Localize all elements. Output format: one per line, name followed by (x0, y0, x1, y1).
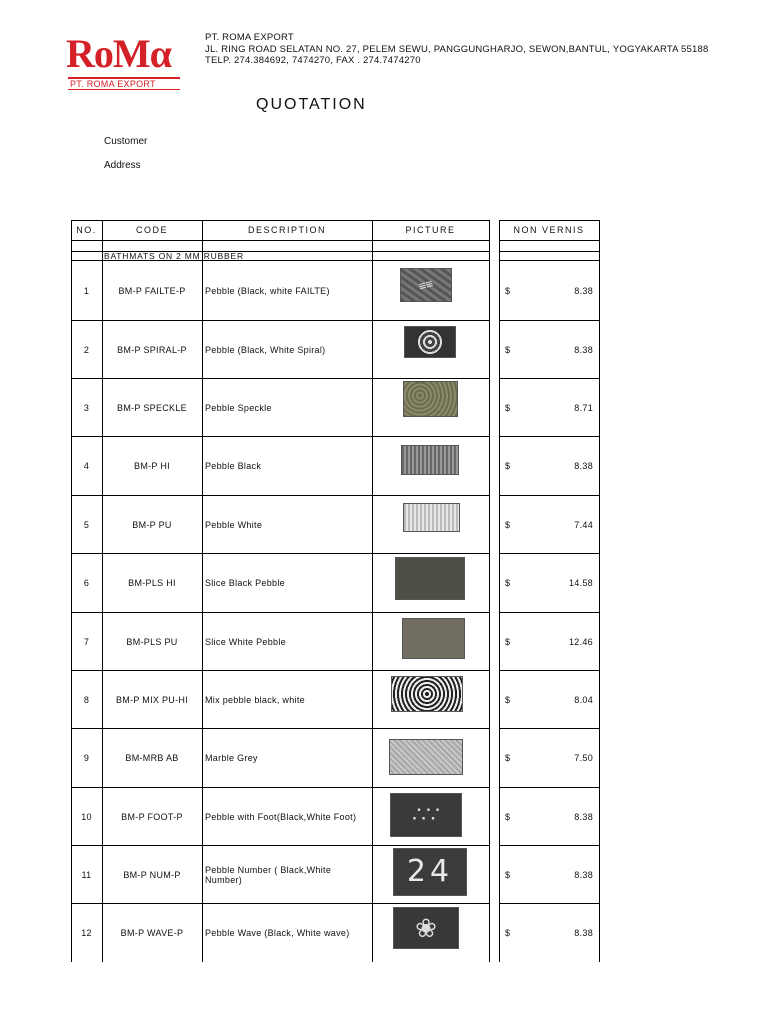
product-code: BM-MRB AB (125, 753, 179, 763)
product-description: Slice Black Pebble (205, 578, 285, 588)
product-code: BM-P MIX PU-HI (115, 695, 189, 705)
currency-symbol: $ (505, 520, 511, 530)
wave-icon: ❀ (415, 913, 437, 943)
product-price: 12.46 (568, 637, 593, 647)
product-picture (395, 557, 465, 600)
logo-subtitle: PT. ROMA EXPORT (70, 79, 156, 89)
table-hline (499, 260, 600, 261)
product-code: BM-P HI (134, 461, 170, 471)
row-number: 2 (83, 345, 90, 355)
product-description: Pebble White (205, 520, 263, 530)
currency-symbol: $ (505, 345, 511, 355)
row-number: 4 (83, 461, 90, 471)
currency-symbol: $ (505, 812, 511, 822)
row-number: 9 (83, 753, 90, 763)
column-header-no: NO. (76, 225, 97, 235)
logo-wordmark: RoMα (66, 31, 171, 76)
failte-pattern-icon: ≡≡ (417, 276, 435, 294)
company-logo (66, 32, 182, 90)
product-description: Pebble Speckle (205, 403, 272, 413)
row-number: 6 (83, 578, 90, 588)
product-picture (403, 503, 460, 532)
product-code: BM-P PU (132, 520, 172, 530)
address-label: Address (104, 160, 141, 171)
product-picture (393, 848, 467, 896)
product-description: Pebble Number ( Black,White Number) (205, 865, 332, 885)
product-code: BM-P NUM-P (123, 870, 181, 880)
product-code: BM-P FOOT-P (121, 812, 183, 822)
row-number: 3 (83, 403, 90, 413)
product-picture (393, 907, 459, 949)
company-address: JL. RING ROAD SELATAN NO. 27, PELEM SEWU, PANGGUNGHARJO, SEWON,BANTUL, YOGYAKARTA 55188 (205, 43, 709, 55)
product-price: 8.38 (574, 286, 593, 296)
product-code: BM-P WAVE-P (120, 928, 184, 938)
product-description: Marble Grey (205, 753, 258, 763)
product-description: Pebble (Black, white FAILTE) (205, 286, 330, 296)
column-header-non-vernis: NON VERNIS (513, 225, 585, 235)
document-title: QUOTATION (256, 96, 367, 113)
product-description: Pebble Wave (Black, White wave) (205, 928, 350, 938)
product-description: Slice White Pebble (205, 637, 286, 647)
product-price: 8.04 (574, 695, 593, 705)
product-picture (391, 676, 463, 712)
logo-rule-bottom (68, 89, 180, 90)
product-price: 8.38 (574, 870, 593, 880)
product-price: 8.38 (574, 461, 593, 471)
currency-symbol: $ (505, 461, 511, 471)
column-header-description: DESCRIPTION (247, 225, 326, 235)
currency-symbol: $ (505, 403, 511, 413)
table-vline (372, 220, 373, 962)
product-price: 14.58 (568, 578, 593, 588)
picture-number: 24 (406, 854, 454, 889)
currency-symbol: $ (505, 637, 511, 647)
product-price: 8.38 (574, 345, 593, 355)
product-price: 8.38 (574, 812, 593, 822)
product-price: 8.71 (574, 403, 593, 413)
section-title: BATHMATS ON 2 MM RUBBER (104, 251, 244, 261)
product-price: 8.38 (574, 928, 593, 938)
customer-label: Customer (104, 136, 148, 147)
currency-symbol: $ (505, 753, 511, 763)
product-picture (402, 618, 465, 659)
company-name: PT. ROMA EXPORT (205, 32, 294, 43)
currency-symbol: $ (505, 286, 511, 296)
product-picture (400, 268, 452, 302)
table-vline (499, 220, 500, 962)
product-code: BM-PLS PU (126, 637, 178, 647)
product-picture (401, 445, 459, 475)
product-picture (390, 793, 462, 837)
company-phone: TELP. 274.384692, 7474270, FAX . 274.7474270 (205, 55, 421, 66)
row-number: 11 (81, 870, 92, 880)
table-hline (71, 240, 490, 241)
row-number: 5 (83, 520, 90, 530)
table-vline (489, 220, 490, 962)
row-number: 1 (83, 286, 90, 296)
product-description: Mix pebble black, white (205, 695, 305, 705)
foot-icon: ∴∵ (412, 802, 440, 827)
product-code: BM-P SPECKLE (117, 403, 187, 413)
column-header-code: CODE (135, 225, 168, 235)
product-price: 7.50 (574, 753, 593, 763)
currency-symbol: $ (505, 928, 511, 938)
row-number: 7 (83, 637, 90, 647)
row-number: 12 (81, 928, 92, 938)
product-price: 7.44 (574, 520, 593, 530)
product-description: Pebble (Black, White Spiral) (205, 345, 326, 355)
table-hline (499, 251, 600, 252)
product-picture (404, 326, 456, 358)
table-vline (599, 220, 600, 962)
table-hline (499, 240, 600, 241)
product-picture (389, 739, 463, 775)
row-number: 10 (81, 812, 92, 822)
column-header-picture: PICTURE (405, 225, 456, 235)
row-number: 8 (83, 695, 90, 705)
product-picture (403, 381, 458, 417)
currency-symbol: $ (505, 870, 511, 880)
product-description: Pebble with Foot(Black,White Foot) (205, 812, 357, 822)
product-code: BM-PLS HI (128, 578, 176, 588)
company-info (205, 32, 708, 67)
product-code: BM-P SPIRAL-P (117, 345, 187, 355)
product-code: BM-P FAILTE-P (118, 286, 186, 296)
product-description: Pebble Black (205, 461, 262, 471)
currency-symbol: $ (505, 695, 511, 705)
table-vline (202, 220, 203, 962)
currency-symbol: $ (505, 578, 511, 588)
